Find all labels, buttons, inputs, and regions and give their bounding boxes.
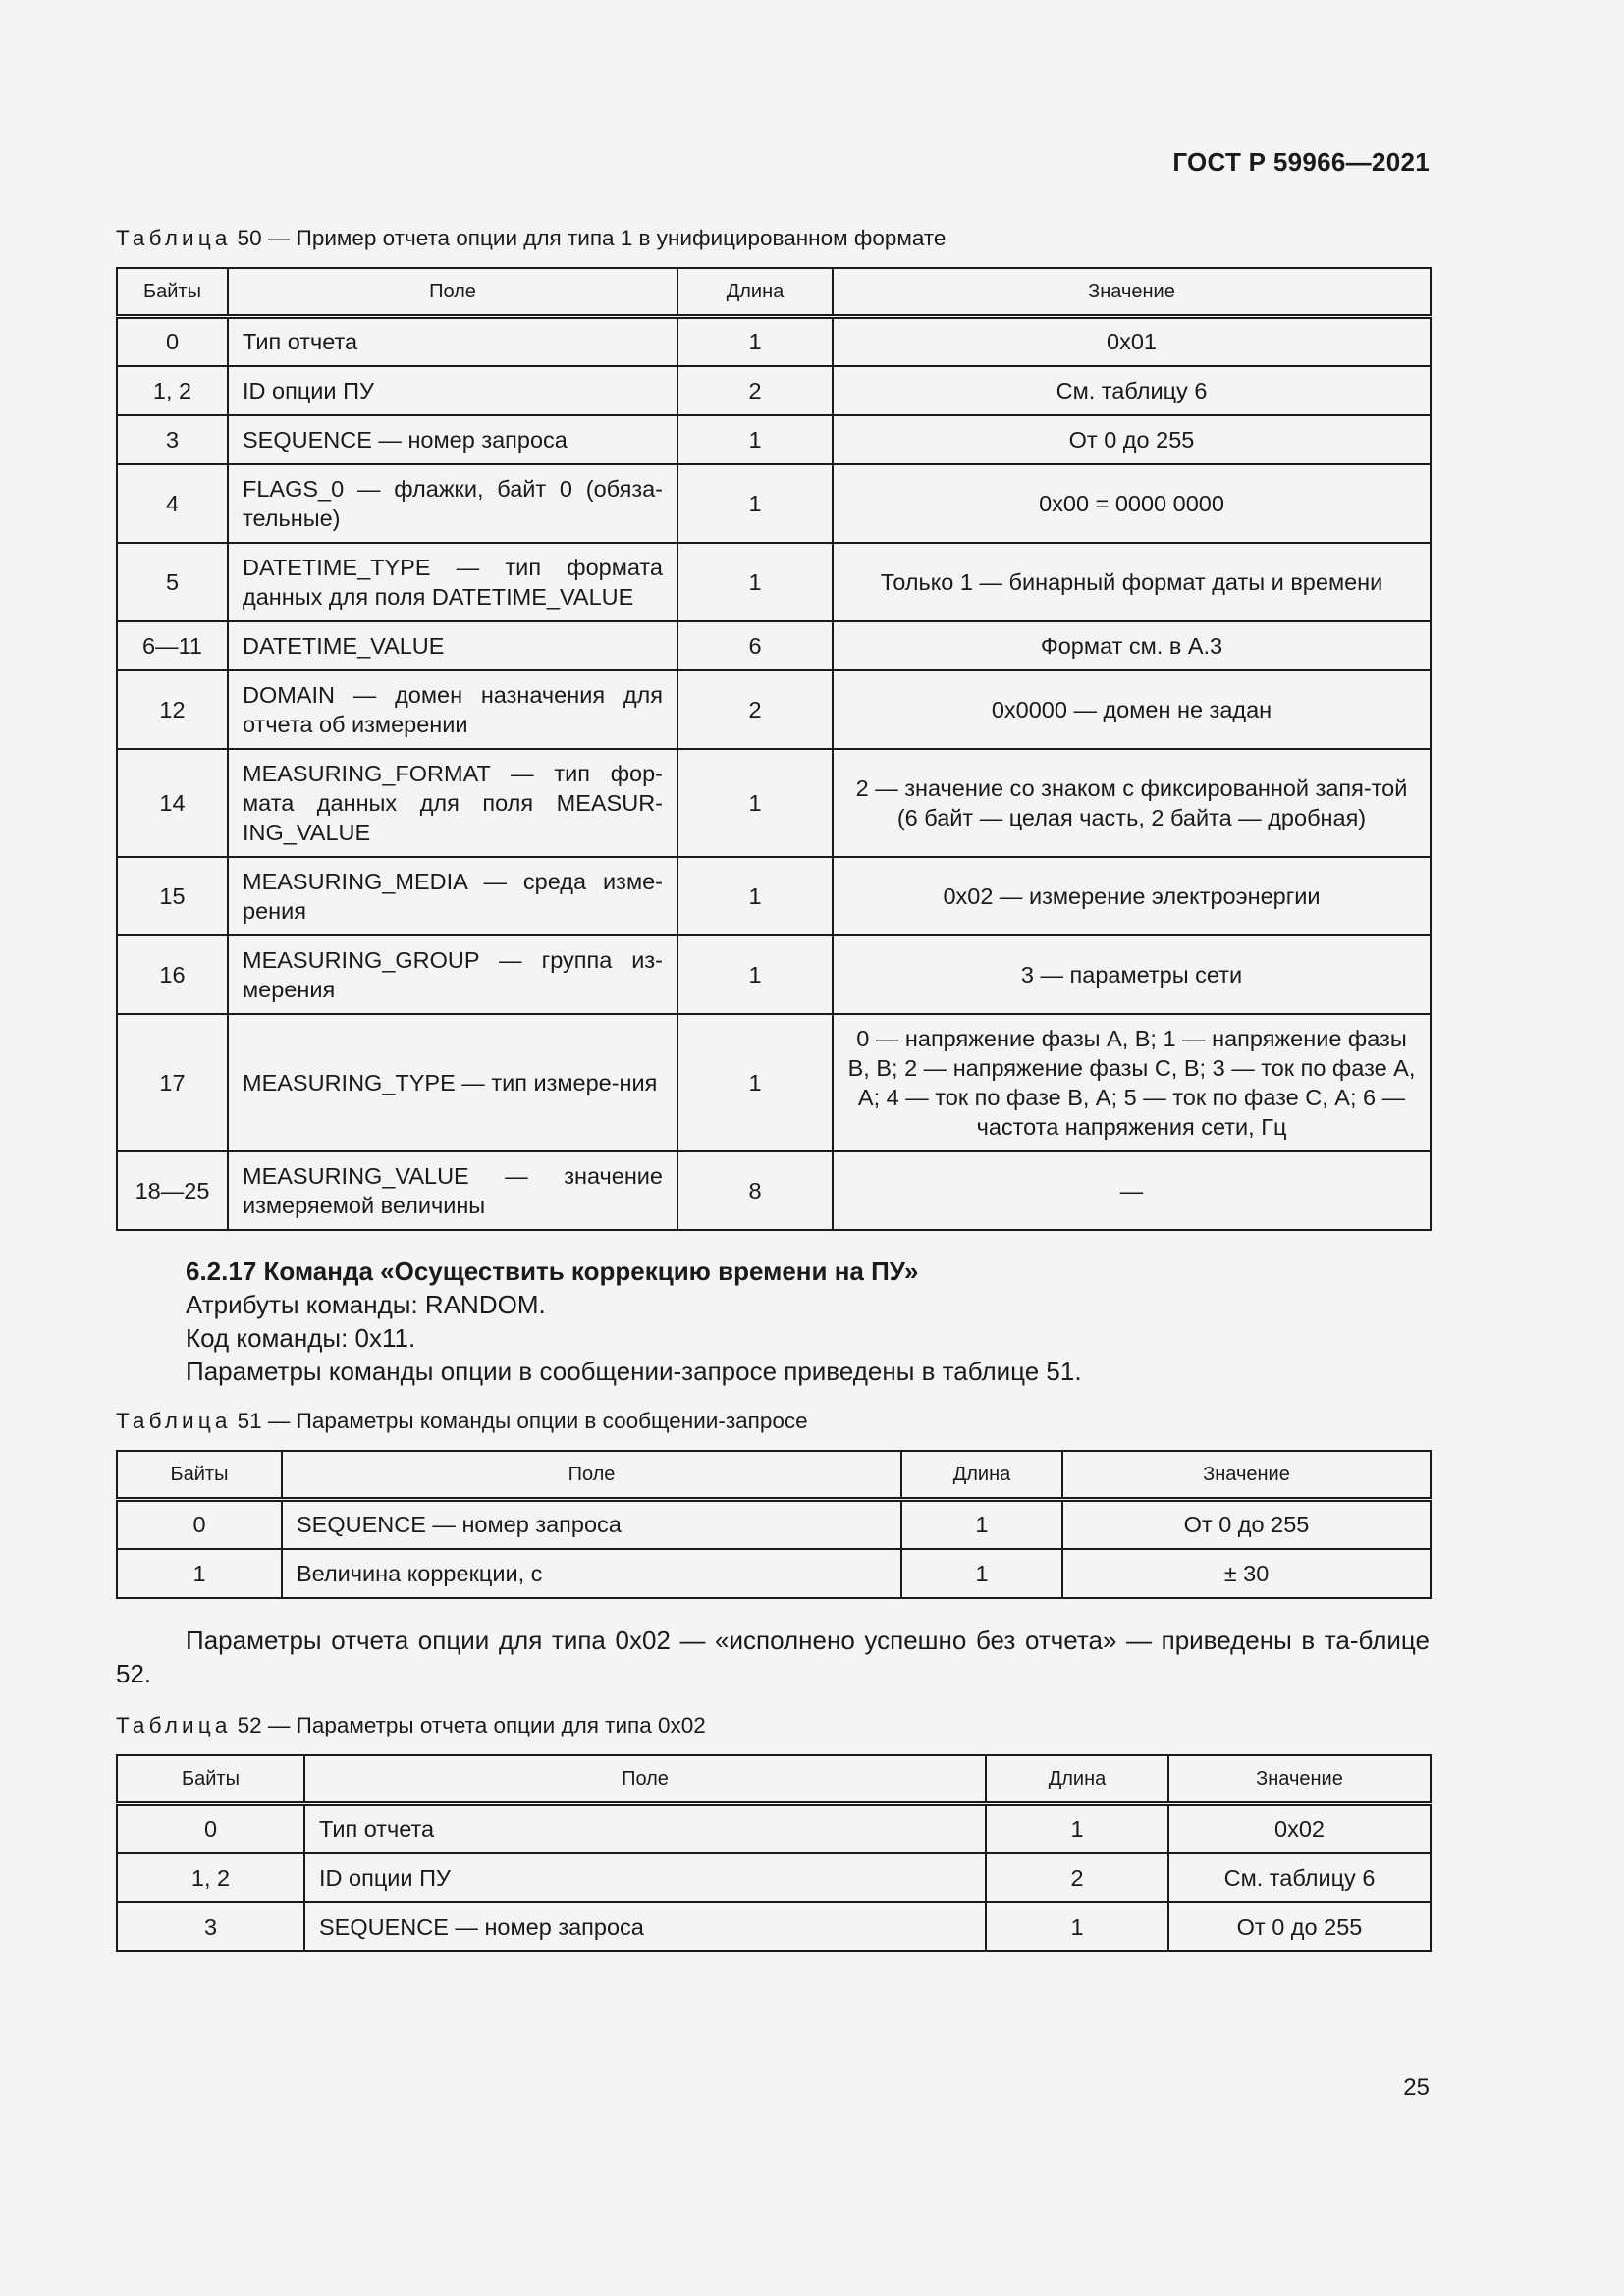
- cell-bytes: 1, 2: [117, 366, 228, 415]
- table50-caption-word: Таблица: [116, 226, 232, 250]
- cell-length: 1: [901, 1500, 1062, 1549]
- col-header-length: Длина: [901, 1451, 1062, 1500]
- cell-length: 1: [677, 857, 833, 935]
- cell-value: 2 — значение со знаком с фиксированной запя-той (6 байт — целая часть, 2 байта — дробная): [833, 749, 1431, 857]
- table-row: [117, 749, 1431, 857]
- cell-length: 1: [986, 1902, 1168, 1951]
- cell-length: 1: [677, 415, 833, 464]
- cell-value: 0x01: [833, 317, 1431, 366]
- table-row: [117, 543, 1431, 621]
- cell-value: См. таблицу 6: [1168, 1853, 1431, 1902]
- table51-header-row: [117, 1451, 1431, 1500]
- cell-bytes: 18—25: [117, 1151, 228, 1230]
- cell-length: 2: [677, 670, 833, 749]
- cell-field: ID опции ПУ: [304, 1853, 986, 1902]
- cell-value: От 0 до 255: [833, 415, 1431, 464]
- cell-field: MEASURING_VALUE — значение измеряемой величины: [228, 1151, 677, 1230]
- cell-length: 1: [677, 749, 833, 857]
- page-number: 25: [1403, 2074, 1430, 2101]
- cell-value: 0x00 = 0000 0000: [833, 464, 1431, 543]
- table-row: [117, 670, 1431, 749]
- cell-field: MEASURING_FORMAT — тип фор-мата данных для поля MEASUR-ING_VALUE: [228, 749, 677, 857]
- section-line-attributes: Атрибуты команды: RANDOM.: [186, 1290, 546, 1319]
- cell-bytes: 12: [117, 670, 228, 749]
- cell-length: 2: [986, 1853, 1168, 1902]
- section-line-params: Параметры команды опции в сообщении-запросе приведены в таблице 51.: [186, 1357, 1082, 1386]
- cell-bytes: 1, 2: [117, 1853, 304, 1902]
- table-row: [117, 1151, 1431, 1230]
- cell-bytes: 16: [117, 935, 228, 1014]
- cell-field: FLAGS_0 — флажки, байт 0 (обяза-тельные): [228, 464, 677, 543]
- cell-bytes: 4: [117, 464, 228, 543]
- table-row: [117, 1902, 1431, 1951]
- cell-bytes: 5: [117, 543, 228, 621]
- table-row: [117, 1500, 1431, 1549]
- cell-bytes: 1: [117, 1549, 282, 1598]
- table-row: [117, 1853, 1431, 1902]
- table-row: [117, 1549, 1431, 1598]
- table-row: [117, 366, 1431, 415]
- col-header-value: Значение: [833, 268, 1431, 317]
- cell-field: MEASURING_TYPE — тип измере-ния: [228, 1014, 677, 1151]
- cell-field: SEQUENCE — номер запроса: [228, 415, 677, 464]
- col-header-bytes: Байты: [117, 1451, 282, 1500]
- cell-length: 1: [677, 464, 833, 543]
- table-50: [116, 267, 1432, 1231]
- col-header-field: Поле: [282, 1451, 901, 1500]
- cell-length: 1: [677, 317, 833, 366]
- section-title: 6.2.17 Команда «Осуществить коррекцию времени на ПУ»: [186, 1256, 919, 1286]
- cell-value: 0 — напряжение фазы А, В; 1 — напряжение фазы В, В; 2 — напряжение фазы С, В; 3 — ток по фазе А, А; 4 — ток по фазе В, А; 5 — ток по фазе С, А; 6 — частота напряжения сети, Гц: [833, 1014, 1431, 1151]
- col-header-field: Поле: [304, 1755, 986, 1804]
- cell-field: Тип отчета: [228, 317, 677, 366]
- table52-caption: [116, 1713, 706, 1738]
- cell-length: 1: [677, 1014, 833, 1151]
- table-row: [117, 464, 1431, 543]
- col-header-length: Длина: [677, 268, 833, 317]
- cell-length: 2: [677, 366, 833, 415]
- cell-bytes: 6—11: [117, 621, 228, 670]
- paragraph-table52-intro: Параметры отчета опции для типа 0x02 — «исполнено успешно без отчета» — приведены в та-блице 52.: [116, 1626, 1430, 1688]
- cell-length: 1: [677, 543, 833, 621]
- cell-value: От 0 до 255: [1062, 1500, 1431, 1549]
- cell-length: 6: [677, 621, 833, 670]
- col-header-length: Длина: [986, 1755, 1168, 1804]
- table-row: [117, 317, 1431, 366]
- cell-bytes: 3: [117, 415, 228, 464]
- cell-length: 1: [677, 935, 833, 1014]
- table-row: [117, 935, 1431, 1014]
- cell-bytes: 17: [117, 1014, 228, 1151]
- cell-field: ID опции ПУ: [228, 366, 677, 415]
- table-row: [117, 1804, 1431, 1853]
- cell-value: См. таблицу 6: [833, 366, 1431, 415]
- col-header-value: Значение: [1062, 1451, 1431, 1500]
- col-header-bytes: Байты: [117, 268, 228, 317]
- cell-value: 0x02 — измерение электроэнергии: [833, 857, 1431, 935]
- cell-value: ± 30: [1062, 1549, 1431, 1598]
- cell-value: От 0 до 255: [1168, 1902, 1431, 1951]
- table52-caption-word: Таблица: [116, 1713, 232, 1737]
- cell-value: 0x02: [1168, 1804, 1431, 1853]
- table50-caption: [116, 226, 946, 251]
- table-52: [116, 1754, 1432, 1952]
- cell-value: 0x0000 — домен не задан: [833, 670, 1431, 749]
- cell-field: SEQUENCE — номер запроса: [304, 1902, 986, 1951]
- col-header-value: Значение: [1168, 1755, 1431, 1804]
- table50-header-row: [117, 268, 1431, 317]
- cell-field: DATETIME_TYPE — тип формата данных для поля DATETIME_VALUE: [228, 543, 677, 621]
- cell-field: MEASURING_GROUP — группа из-мерения: [228, 935, 677, 1014]
- cell-field: Величина коррекции, с: [282, 1549, 901, 1598]
- cell-value: —: [833, 1151, 1431, 1230]
- cell-value: 3 — параметры сети: [833, 935, 1431, 1014]
- col-header-field: Поле: [228, 268, 677, 317]
- table50-caption-text: 50 — Пример отчета опции для типа 1 в унифицированном формате: [237, 226, 947, 250]
- table51-caption-text: 51 — Параметры команды опции в сообщении-запросе: [237, 1409, 808, 1433]
- cell-bytes: 14: [117, 749, 228, 857]
- table-row: [117, 415, 1431, 464]
- table51-caption-word: Таблица: [116, 1409, 232, 1433]
- cell-bytes: 0: [117, 317, 228, 366]
- cell-bytes: 0: [117, 1804, 304, 1853]
- cell-field: Тип отчета: [304, 1804, 986, 1853]
- document-code: ГОСТ Р 59966—2021: [1172, 147, 1430, 177]
- cell-bytes: 15: [117, 857, 228, 935]
- cell-length: 1: [901, 1549, 1062, 1598]
- section-6-2-17: [186, 1255, 1431, 1388]
- table-row: [117, 1014, 1431, 1151]
- table-51: [116, 1450, 1432, 1599]
- cell-field: SEQUENCE — номер запроса: [282, 1500, 901, 1549]
- cell-bytes: 3: [117, 1902, 304, 1951]
- cell-field: DATETIME_VALUE: [228, 621, 677, 670]
- table-row: [117, 621, 1431, 670]
- table-row: [117, 857, 1431, 935]
- table52-caption-text: 52 — Параметры отчета опции для типа 0x02: [237, 1713, 706, 1737]
- cell-field: DOMAIN — домен назначения для отчета об измерении: [228, 670, 677, 749]
- cell-value: Только 1 — бинарный формат даты и времени: [833, 543, 1431, 621]
- col-header-bytes: Байты: [117, 1755, 304, 1804]
- table51-caption: [116, 1409, 808, 1434]
- cell-length: 1: [986, 1804, 1168, 1853]
- cell-bytes: 0: [117, 1500, 282, 1549]
- section-line-code: Код команды: 0x11.: [186, 1323, 416, 1353]
- cell-value: Формат см. в А.3: [833, 621, 1431, 670]
- cell-length: 8: [677, 1151, 833, 1230]
- table52-header-row: [117, 1755, 1431, 1804]
- cell-field: MEASURING_MEDIA — среда изме-рения: [228, 857, 677, 935]
